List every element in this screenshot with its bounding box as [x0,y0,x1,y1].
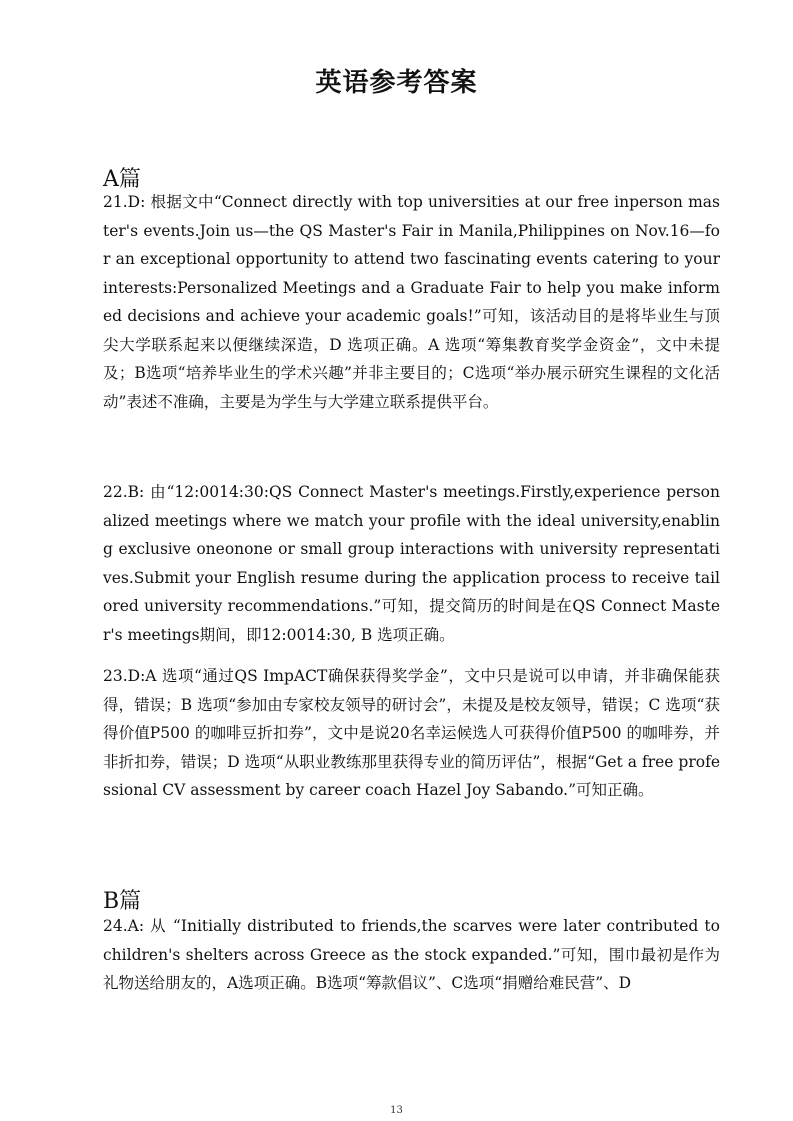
section-heading-b: B篇 [103,889,142,914]
section-heading-a: A篇 [103,167,141,192]
answer-24: 24.A: 从 “Initially distributed to friends,the scarves were later contributed to children's shelters across Greece as the stock expanded.”可知，围巾最初是作为礼物送给朋友的，A选项正确。B选项“筹款倡议”、C选项“捐赠给难民营”、D [103,917,720,992]
page-title: 英语参考答案 [315,68,478,98]
answer-22: 22.B: 由“12:0014:30:QS Connect Master's meetings.Firstly,experience personalized meetings where we match your profile with the ideal university,enabling exclusive oneonone or small group interactions with university representatives.Submit your English resume during the application process to receive tailored university recommendations.”可知，提交简历的时间是在QS Connect Master's meetings期间，即12:0014:30, B 选项正确。 [103,483,720,644]
answer-23: 23.D:A 选项“通过QS ImpACT确保获得奖学金”，文中只是说可以申请，并非确保能获得，错误；B 选项“参加由专家校友领导的研讨会”，未提及是校友领导，错误；C 选项“获得价值P500 的咖啡豆折扣券”，文中是说20名幸运候选人可获得价值P500 的咖啡券，并非折扣券，错误；D 选项“从职业教练那里获得专业的简历评估”，根据“Get a free professional CV assessment by career coach Hazel Joy Sabando.”可知正确。 [103,667,720,799]
page-number: 13 [390,1105,403,1116]
answer-21: 21.D: 根据文中“Connect directly with top universities at our free inperson master's events.Join us—the QS Master's Fair in Manila,Philippines on Nov.16—for an exceptional opportunity to attend two fascinating events catering to your interests:Personalized Meetings and a Graduate Fair to help you make informed decisions and achieve your academic goals!”可知，该活动目的是将毕业生与顶尖大学联系起来以便继续深造，D 选项正确。A 选项“筹集教育奖学金资金”，文中未提及；B选项“培养毕业生的学术兴趣”并非主要目的；C选项“举办展示研究生课程的文化活动”表述不准确，主要是为学生与大学建立联系提供平台。 [103,193,720,411]
